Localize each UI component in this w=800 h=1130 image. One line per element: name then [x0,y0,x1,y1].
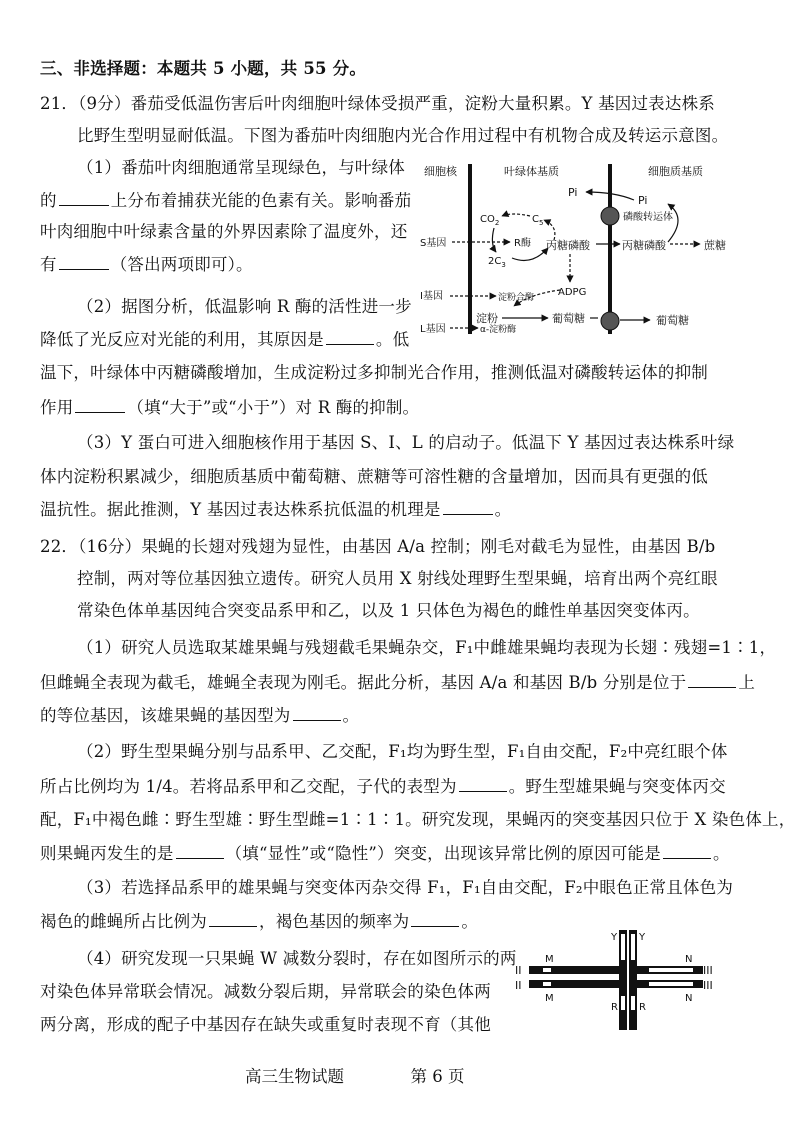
q22-p4-a: （4）研究发现一只果蝇 W 减数分裂时，存在如图所示的两 [77,949,517,968]
label-transporter: 磷酸转运体 [623,212,673,223]
q21-p1-a: （1）番茄叶肉细胞通常呈现绿色，与叶绿体 [77,158,405,177]
svg-text:M: M [545,993,554,1004]
label-l-gene: L基因 [420,324,446,335]
q22-line3: 常染色体单基因纯合突变品系甲和乙，以及 1 只体色为褐色的雌性单基因突变体丙。 [77,601,700,620]
q22-p2-d: 则果蝇丙发生的是 （填“显性”或“隐性”）突变，出现该异常比例的原因可能是 。 [40,844,730,863]
label-s-gene: S基因 [420,238,447,249]
label-glucose-left: 葡萄糖 [552,312,585,325]
answer-blank [411,910,459,927]
svg-text:R: R [611,1002,618,1013]
photosynthesis-diagram [420,156,780,336]
q22-p4-b: 对染色体异常联会情况。减数分裂后期，异常联会的染色体两 [40,982,491,1001]
answer-blank [59,253,109,270]
svg-text:C5: $C_5$ [532,214,544,227]
q22-p1-c: 的等位基因，该雄果蝇的基因型为 。 [40,706,360,725]
label-pi-right: Pi [638,194,648,207]
q21-p1-b: 的 上分布着捕获光能的色素有关。影响番茄 [40,191,412,210]
glucose-transporter-icon [601,312,619,330]
footer-title: 高三生物试题 [245,1067,344,1086]
answer-blank [59,189,109,206]
q21-p3-c: 温抗性。据此推测，Y 基因过表达株系抗低温的机理是 。 [40,500,512,519]
answer-blank [75,396,125,413]
svg-text:2C3: $2C_3$ [488,256,506,269]
q21-p1-d: 有 （答出两项即可）。 [40,255,253,274]
label-pi-left: Pi [568,186,578,199]
q22-p2-b: 所占比例均为 1/4。若将品系甲和乙交配，子代的表型为 。野生型雄果蝇与突变体丙交 [40,777,726,796]
q22-p2-a: （2）野生型果蝇分别与品系甲、乙交配，F₁均为野生型，F₁自由交配，F₂中亮红眼个体 [77,742,728,761]
svg-text:III: III [703,964,713,977]
page-footer [245,1063,465,1087]
q22-line1: 22．（16分）果蝇的长翅对残翅为显性，由基因 A/a 控制；刚毛对截毛为显性，由基因 B/b [40,537,716,556]
q22-p3-b: 褐色的雌蝇所占比例为 ，褐色基因的频率为 。 [40,912,479,931]
q21-p2-b: 降低了光反应对光能的利用，其原因是 。低 [40,330,410,349]
label-starch-synthase: 淀粉合酶 [498,293,535,303]
q21-p3-b: 体内淀粉积累减少，细胞质基质中葡萄糖、蔗糖等可溶性糖的含量增加，因而具有更强的低 [40,467,708,486]
label-cytosol: 细胞质基质 [648,165,703,178]
answer-blank [443,498,493,515]
answer-blank [176,842,224,859]
q21-p2-c: 温下，叶绿体中丙糖磷酸增加，生成淀粉过多抑制光合作用，推测低温对磷酸转运体的抑制 [40,363,708,382]
label-stroma: 叶绿体基质 [504,165,559,178]
q22-p1-b: 但雌蝇全表现为截毛，雄蝇全表现为刚毛。据此分析，基因 A/a 和基因 B/b 分别是位于 上 [40,673,756,692]
label-amylase: α-淀粉酶 [480,325,517,335]
label-glucose-right: 葡萄糖 [656,314,689,327]
q21-p1-c: 叶肉细胞中叶绿素含量的外界因素除了温度外，还 [40,222,408,241]
section-heading: 三、非选择题：本题共 5 小题，共 55 分。 [40,59,367,78]
answer-blank [459,775,507,792]
answer-blank [663,842,711,859]
svg-text:Y: Y [611,932,618,943]
label-triose-phosphate-right: 丙糖磷酸 [622,239,666,252]
label-sucrose: 蔗糖 [704,239,726,252]
q21-line2: 比野生型明显耐低温。下图为番茄叶肉细胞内光合作用过程中有机物合成及转运示意图。 [77,126,729,145]
svg-text:II: II [515,979,522,992]
q21-p2-a: （2）据图分析，低温影响 R 酶的活性进一步 [77,297,412,316]
label-i-gene: I基因 [420,291,443,302]
footer-page-number: 第 6 页 [410,1067,465,1086]
chromosome-ii-top [529,966,619,974]
svg-text:M: M [545,954,554,965]
answer-blank [326,328,374,345]
svg-text:R: R [639,1002,646,1013]
label-adpg: ADPG [558,287,587,298]
svg-text:N: N [685,954,693,965]
answer-blank [688,671,736,688]
q22-p1-a: （1）研究人员选取某雄果蝇与残翅截毛果蝇杂交，F₁中雌雄果蝇均表现为长翅∶残翅=1∶1， [77,638,777,657]
svg-text:N: N [685,993,693,1004]
svg-text:CO2: $CO_2$ [480,214,500,227]
label-starch: 淀粉 [476,312,498,325]
label-r-enzyme: R酶 [514,238,531,249]
chromosome-synapsis-diagram [515,922,715,1032]
answer-blank [293,704,341,721]
label-nucleus: 细胞核 [424,165,457,178]
q21-p3-a: （3）Y 蛋白可进入细胞核作用于基因 S、I、L 的启动子。低温下 Y 基因过表达株系叶绿 [77,433,735,452]
q21-line1: 21．（9分）番茄受低温伤害后叶肉细胞叶绿体受损严重，淀粉大量积累。Y 基因过表达株系 [40,94,715,113]
q21-p2-d: 作用 （填“大于”或“小于”）对 R 酶的抑制。 [40,398,420,417]
phosphate-transporter-icon [601,207,619,225]
answer-blank [209,910,257,927]
q22-p3-a: （3）若选择品系甲的雄果蝇与突变体丙杂交得 F₁，F₁自由交配，F₂中眼色正常且体色为 [77,878,734,897]
label-triose-phosphate-left: 丙糖磷酸 [546,239,590,252]
chromosome-ii-bottom [529,980,619,988]
q22-p2-c: 配，F₁中褐色雌∶野生型雄∶野生型雌=1∶1∶1。研究发现，果蝇丙的突变基因只位于 X 染色体上， [40,810,796,829]
q22-line2: 控制，两对等位基因独立遗传。研究人员用 X 射线处理野生型果蝇，培育出两个亮红眼 [77,569,718,588]
svg-text:II: II [515,964,522,977]
svg-text:Y: Y [639,932,646,943]
q22-p4-c: 两分离，形成的配子中基因存在缺失或重复时表现不育（其他 [40,1015,491,1034]
svg-text:III: III [703,979,713,992]
